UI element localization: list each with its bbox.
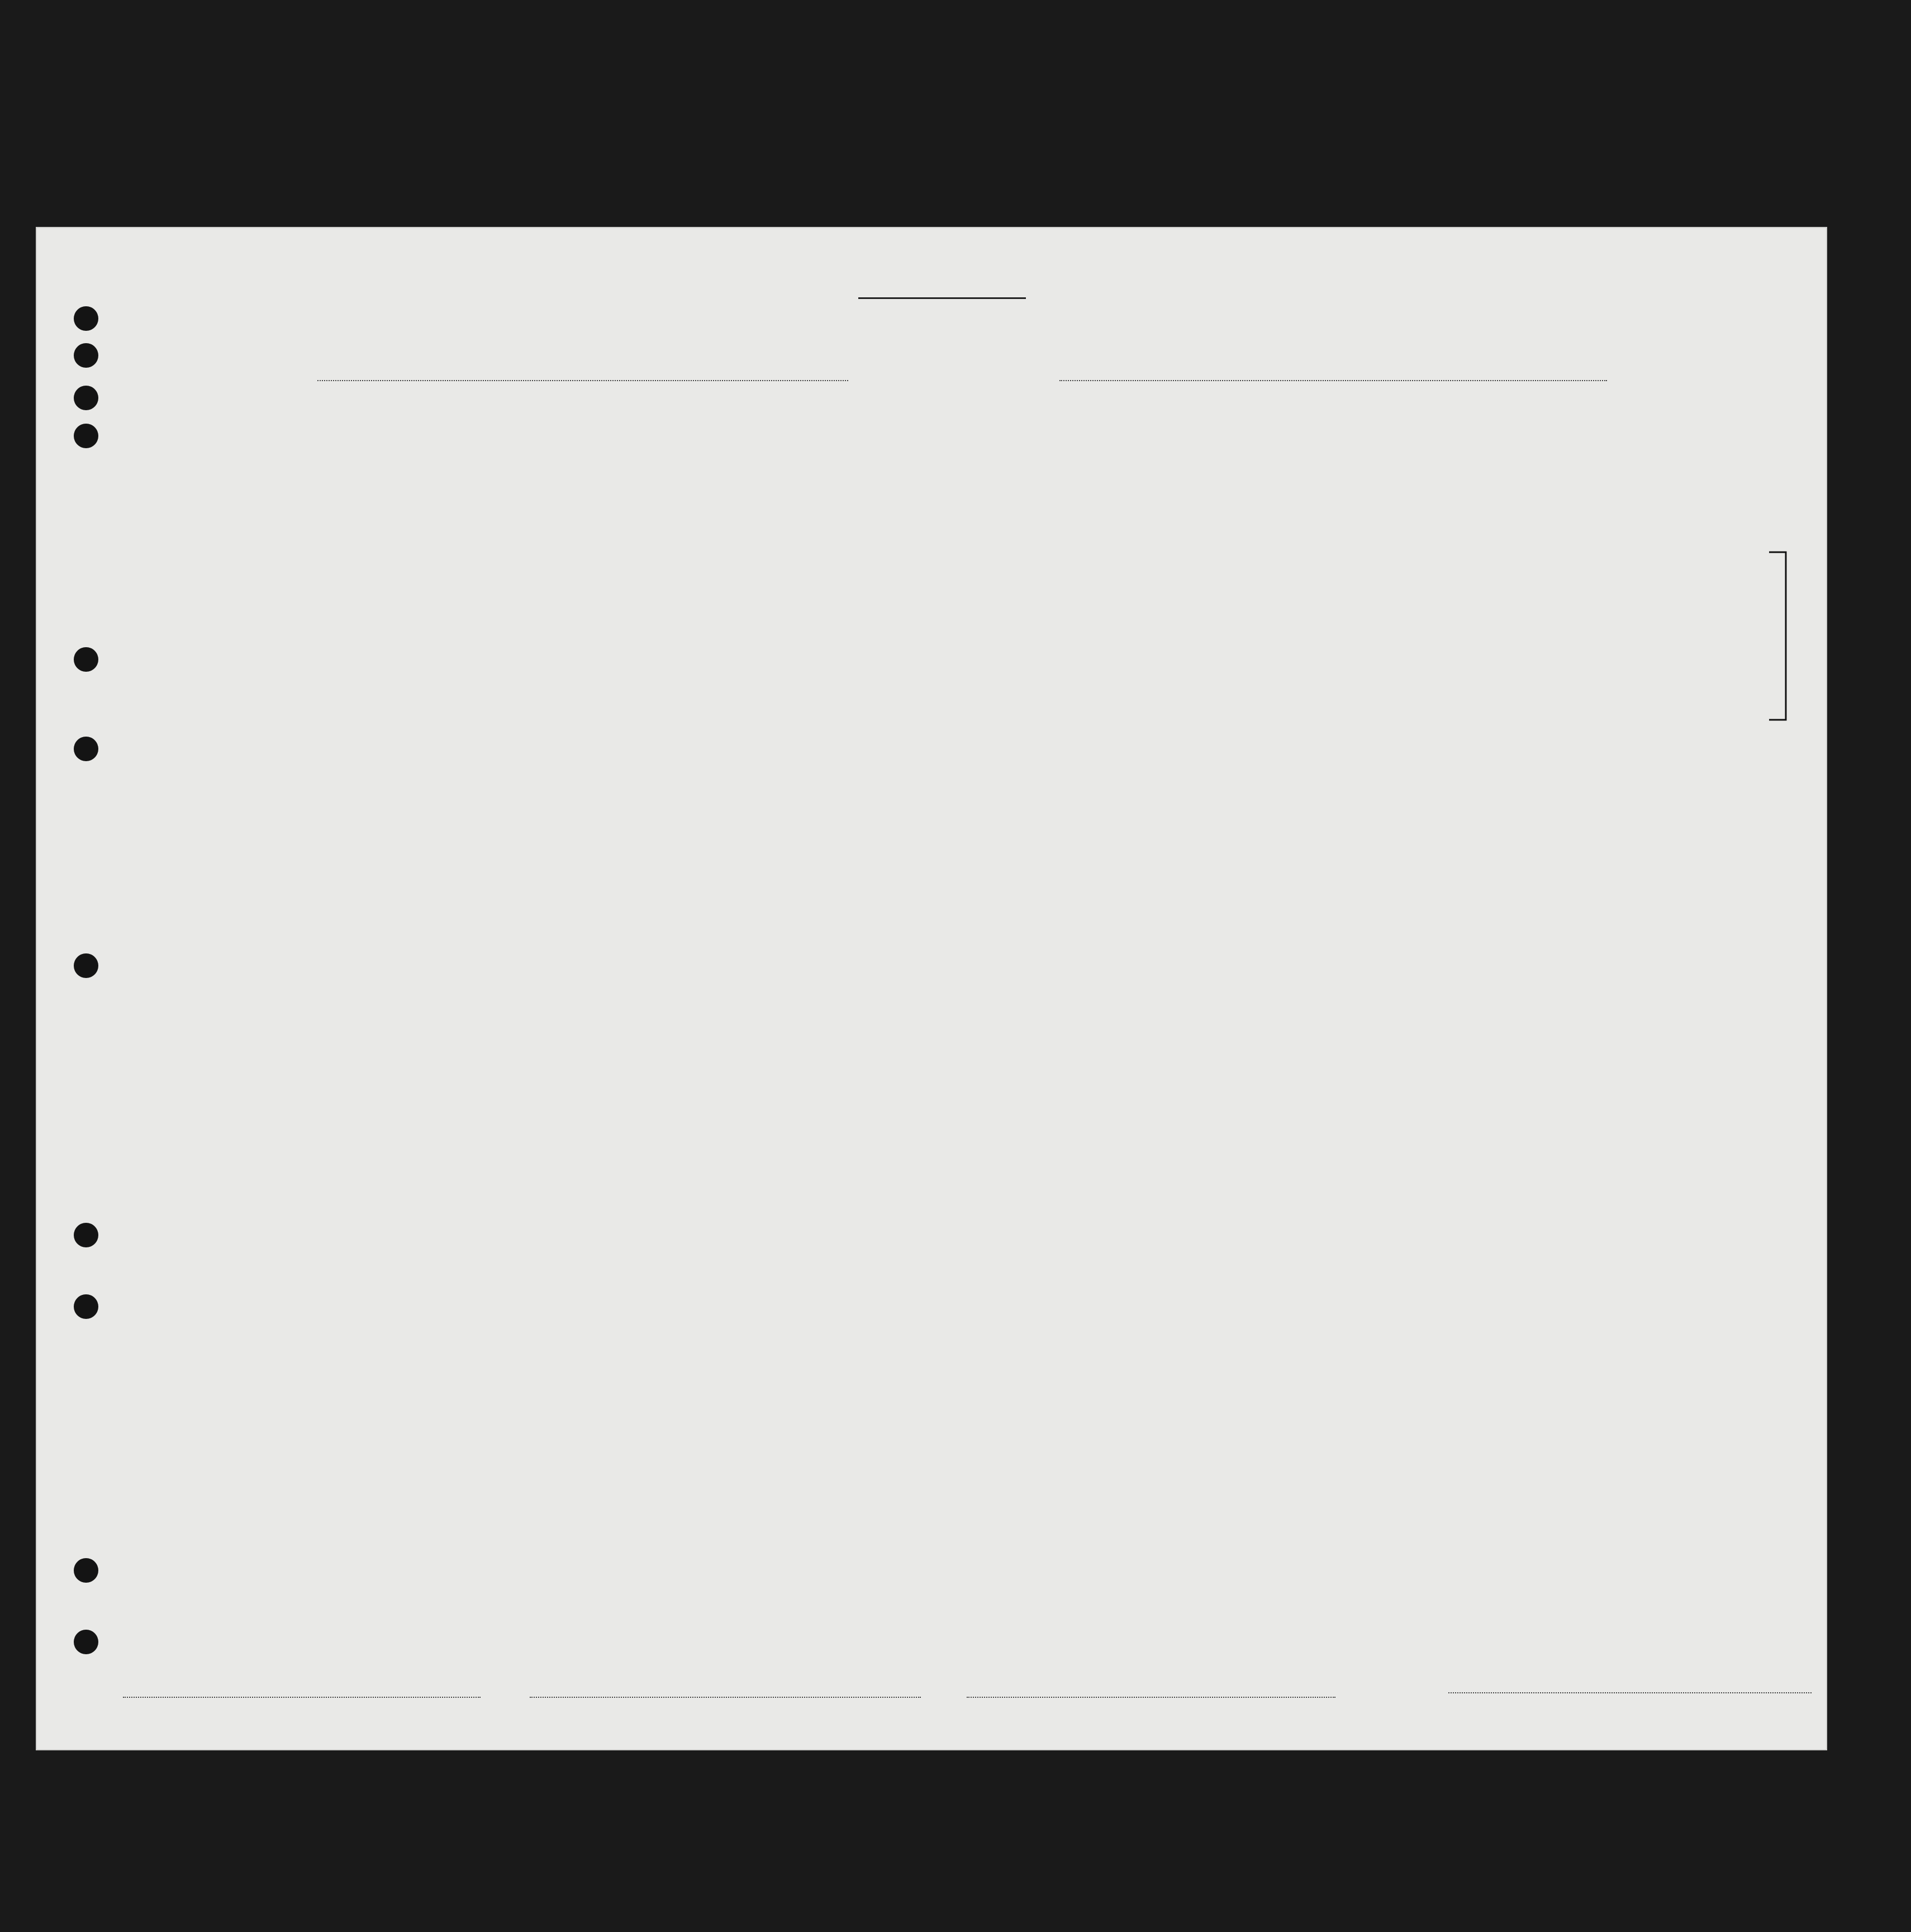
handwritten-bracket — [1763, 541, 1819, 731]
manifest-grid — [37, 228, 1826, 1749]
footer-line-underline — [123, 1697, 481, 1698]
manifest-sheet — [37, 228, 1826, 1749]
footer-agents-underline — [967, 1697, 1335, 1698]
footer-officer-underline — [1448, 1692, 1812, 1693]
footer-owners-underline — [530, 1697, 921, 1698]
